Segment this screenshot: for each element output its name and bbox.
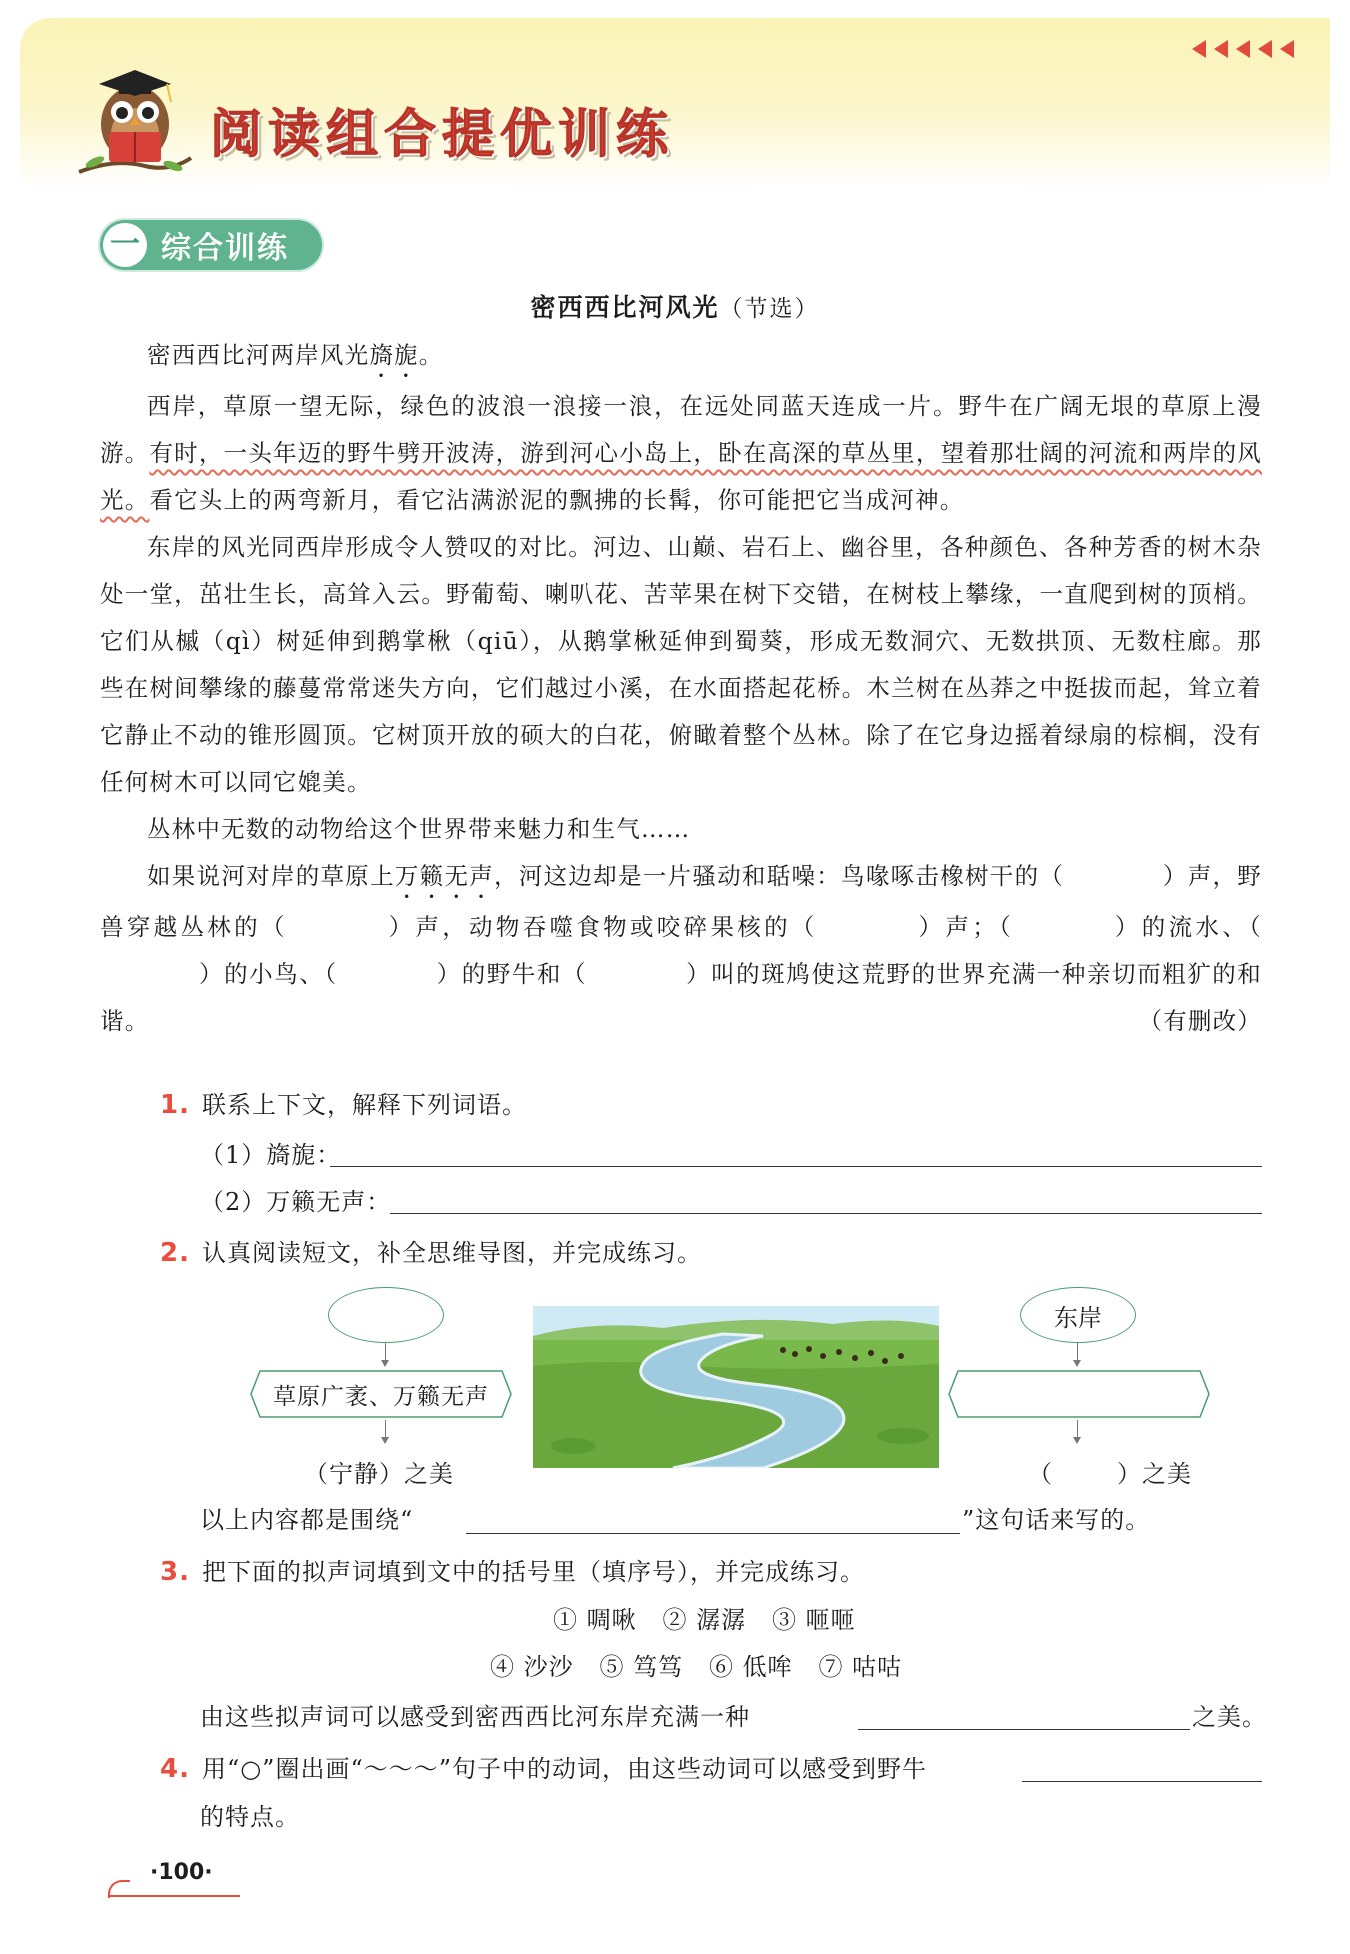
question-number: 3. <box>160 1557 190 1587</box>
text-span: ）声；（ <box>916 913 1015 941</box>
answer-line[interactable] <box>1022 1781 1262 1782</box>
text-span: ，河这边却是一片骚动和聒噪：鸟喙啄击橡树干的（ <box>494 862 1065 890</box>
question-number: 2. <box>160 1238 190 1268</box>
arrow-icon <box>1258 40 1272 58</box>
mindmap-arrow <box>385 1420 386 1442</box>
answer-line[interactable] <box>390 1213 1262 1214</box>
text-span: ）声，动物吞噬食物或咬碎果核的（ <box>386 913 818 941</box>
article-paragraph: 东岸的风光同西岸形成令人赞叹的对比。河边、山巅、岩石上、幽谷里，各种颜色、各种芳香的树木杂处一堂，茁壮生长，高耸入云。野葡萄、喇叭花、苦苹果在树下交错，在树枝上攀缘，一直爬到树的顶梢。它们从槭（qì）树延伸到鹅掌楸（qiū），从鹅掌楸延伸到蜀葵，形成无数洞穴、无数拱顶、无数柱廊。那些在树间攀缘的藤蔓常常迷失方向，它们越过小溪，在水面搭起花桥。木兰树在丛莽之中挺拔而起，耸立着它静止不动的锥形圆顶。它树顶开放的硕大的白花，俯瞰着整个丛林。除了在它身边摇着绿扇的棕榈，没有任何树木可以同它媲美。 <box>100 533 1262 796</box>
text-span: （ <box>1028 1460 1053 1488</box>
mindmap-arrow <box>1077 1343 1078 1365</box>
text-span: 如果说河对岸的草原上 <box>147 862 395 890</box>
question-1 <box>160 1085 527 1120</box>
page-number: ·100· <box>150 1860 213 1885</box>
hex-frame <box>948 1370 1210 1418</box>
section-number: 一 <box>103 223 147 267</box>
mindmap-arrow <box>1077 1420 1078 1442</box>
mindmap-right-top-node: 东岸 <box>1020 1287 1136 1343</box>
mindmap-left-top-node[interactable] <box>328 1287 444 1343</box>
question-4-text-2: 的特点。 <box>200 1803 300 1831</box>
question-text: 把下面的拟声词填到文中的括号里（填序号），并完成练习。 <box>201 1558 865 1586</box>
text-span: ）的野牛和（ <box>436 960 588 988</box>
answer-line[interactable] <box>858 1729 1190 1730</box>
decorative-arrows <box>1192 40 1294 58</box>
question-2-summary-start: 以上内容都是围绕“ <box>200 1506 414 1534</box>
question-3 <box>160 1552 865 1587</box>
onomatopoeia-row-1: ① 啁啾 ② 潺潺 ③ 咂咂 <box>553 1606 856 1634</box>
source-note: （有删改） <box>1138 1007 1262 1035</box>
arrow-icon <box>1236 40 1250 58</box>
text-span: 密西西比河两岸风光 <box>147 341 370 369</box>
question-number: 1. <box>160 1090 190 1120</box>
arrow-icon <box>1280 40 1294 58</box>
article-paragraph <box>100 853 1262 1045</box>
article-paragraph <box>100 332 1262 383</box>
question-4 <box>160 1749 927 1784</box>
question-2-summary-end: ”这句话来写的。 <box>962 1506 1151 1534</box>
question-3-followup-end: 之美。 <box>1192 1703 1267 1731</box>
article-title-text: 密西西比河风光 <box>530 293 720 322</box>
article-body <box>100 332 1262 1045</box>
article-title <box>0 288 1350 324</box>
arrow-icon <box>1192 40 1206 58</box>
mindmap-left-bottom: （宁静）之美 <box>304 1460 454 1488</box>
text-span: ）之美 <box>1117 1460 1192 1488</box>
owl-mascot-icon <box>75 62 195 180</box>
text-span: 看它头上的两弯新月，看它沾满淤泥的飘拂的长髯，你可能把它当成河神。 <box>149 486 965 514</box>
text-span: 。 <box>418 341 444 369</box>
mindmap-left-mid-node <box>250 1370 512 1418</box>
mindmap-arrow <box>385 1343 386 1365</box>
page-title: 阅读组合提优训练 <box>210 105 675 165</box>
question-1-sub-2: （2）万籁无声： <box>200 1188 392 1216</box>
article-paragraph: 丛林中无数的动物给这个世界带来魅力和生气…… <box>147 815 691 843</box>
text-span: 西岸，草原一望无际，绿色的波浪一浪接一浪，在远处同蓝天连成一片。野牛在广阔无垠的草原上漫游。 <box>100 392 1262 467</box>
question-number: 4. <box>160 1754 190 1784</box>
text-span: ）的小鸟、（ <box>198 960 338 988</box>
question-text: 用“○”圈出画“～～～”句子中的动词，由这些动词可以感受到野牛 <box>201 1755 927 1783</box>
question-text: 联系上下文，解释下列词语。 <box>201 1091 527 1119</box>
text-span: ）叫的斑鸠使这荒野的世界充满一种亲切而粗犷的和谐。 <box>100 960 1263 1035</box>
answer-line[interactable] <box>330 1166 1262 1167</box>
section-label: 综合训练 <box>161 231 289 266</box>
mindmap-left-mid-text: 草原广袤、万籁无声 <box>273 1383 489 1410</box>
dotted-word: 旖旎 <box>369 341 419 369</box>
question-2 <box>160 1233 702 1268</box>
page-number-underline <box>110 1895 240 1897</box>
text-span: ）的流水、（ <box>1112 913 1262 941</box>
question-3-followup-start: 由这些拟声词可以感受到密西西比河东岸充满一种 <box>200 1703 750 1731</box>
question-1-sub-1: （1）旖旎： <box>200 1141 342 1169</box>
question-text: 认真阅读短文，补全思维导图，并完成练习。 <box>201 1239 702 1267</box>
article-paragraph <box>100 383 1262 524</box>
answer-line[interactable] <box>466 1533 960 1534</box>
wavy-underlined-sentence: 有时，一头年迈的野牛劈开波涛，游到河心小岛上，卧在高深的草丛里，望着那壮阔的河流和两岸的风光。 <box>100 439 1262 514</box>
river-illustration-icon <box>533 1306 939 1468</box>
mindmap-right-mid-node[interactable] <box>948 1370 1210 1418</box>
dotted-word: 万籁无声 <box>394 862 495 890</box>
section-badge <box>100 220 322 270</box>
mindmap-right-bottom <box>1028 1454 1192 1489</box>
arrow-icon <box>1214 40 1228 58</box>
onomatopoeia-row-2: ④ 沙沙 ⑤ 笃笃 ⑥ 低哞 ⑦ 咕咕 <box>490 1653 903 1681</box>
text-span: ）声，野兽穿越丛林的（ <box>100 862 1262 941</box>
article-title-note: （节选） <box>719 296 820 322</box>
